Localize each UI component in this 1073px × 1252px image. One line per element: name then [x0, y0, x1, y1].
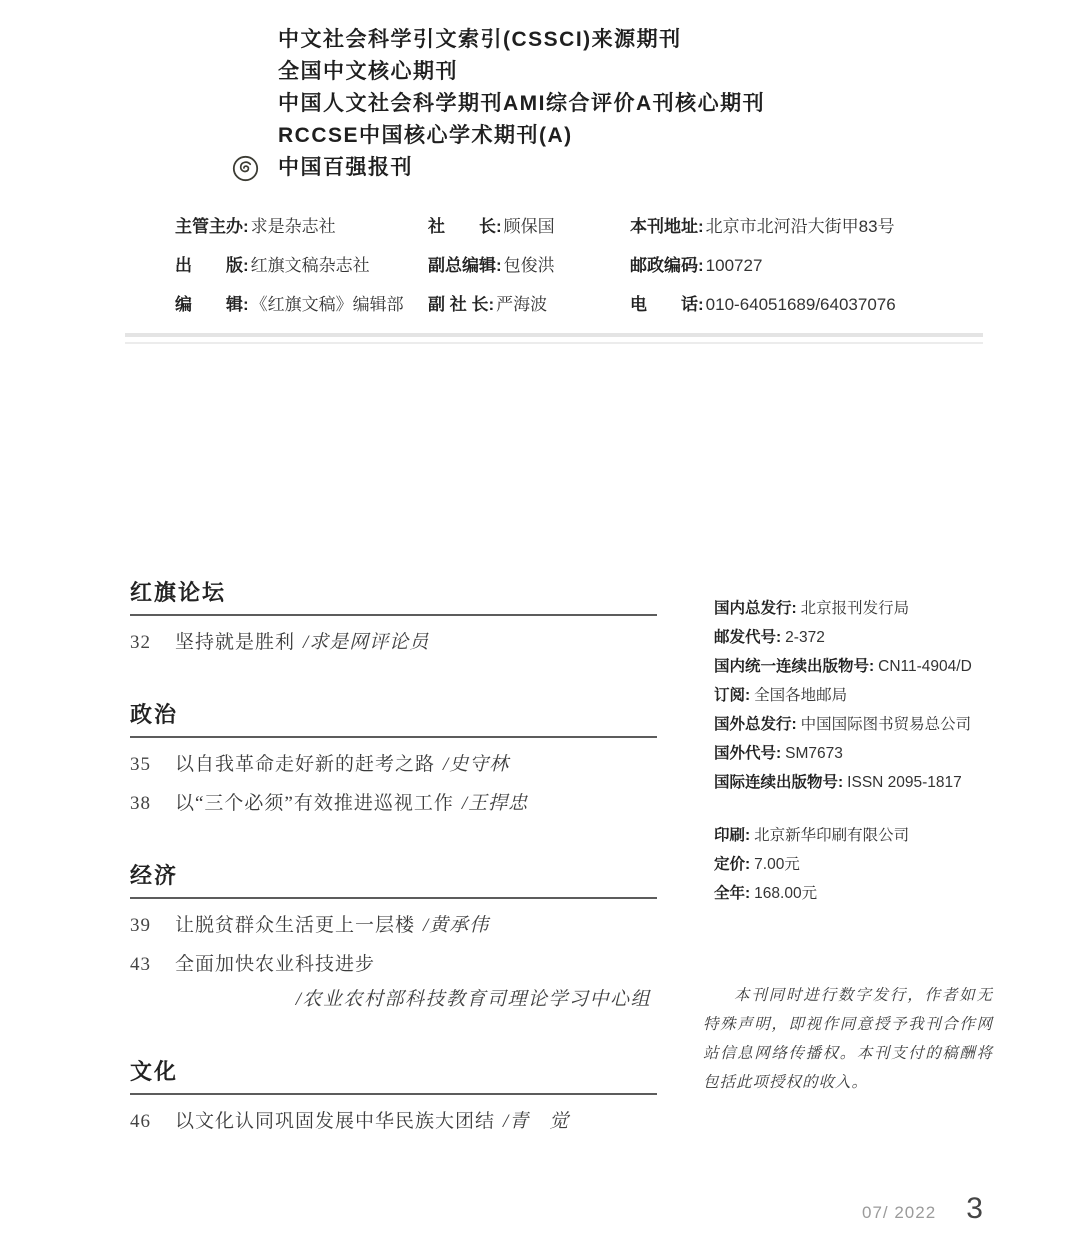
info-value: 2-372 [785, 629, 825, 646]
publication-info [714, 594, 992, 908]
info-line [714, 594, 992, 623]
toc-section-culture [130, 1055, 657, 1134]
page-footer [862, 1192, 983, 1226]
toc-item [130, 914, 657, 938]
toc-page-number: 32 [130, 632, 151, 653]
info-value: CN11-4904/D [878, 658, 972, 675]
masthead-field-editor [175, 290, 428, 315]
accolade-item: 中国人文社会科学期刊AMI综合评价A刊核心期刊 [278, 92, 766, 115]
info-value: 全国各地邮局 [754, 687, 848, 704]
info-line [714, 879, 992, 908]
distribution-info [714, 594, 992, 797]
toc-item [130, 753, 657, 777]
info-line [714, 768, 992, 797]
top100-press-logo-icon [232, 155, 259, 182]
toc-title: 以文化认同巩固发展中华民族大团结 [175, 1111, 496, 1132]
info-line [714, 821, 992, 850]
toc-page-number: 38 [130, 793, 151, 814]
digital-rights-notice: 本刊同时进行数字发行，作者如无特殊声明，即视作同意授予我刊合作网站信息网络传播权。本刊支付的稿酬将包括此项授权的收入。 [703, 987, 993, 1091]
issue-label: 07/ 2022 [862, 1203, 937, 1222]
info-value: 7.00元 [754, 856, 800, 873]
info-value: ISSN 2095-1817 [847, 774, 962, 791]
info-label: 定价: [714, 856, 751, 873]
toc-author: /求是网评论员 [303, 632, 430, 653]
printing-info [714, 821, 992, 908]
toc-item [130, 1110, 657, 1134]
info-value: 168.00元 [754, 885, 818, 902]
masthead [175, 212, 990, 315]
section-heading: 文化 [130, 1055, 657, 1095]
info-label: 国际连续出版物号: [714, 774, 844, 791]
info-label: 全年: [714, 885, 751, 902]
masthead-field-vice-president [428, 290, 630, 315]
masthead-label: 邮政编码: [630, 256, 704, 275]
masthead-field-address [630, 212, 990, 237]
info-line [714, 681, 992, 710]
info-value: 中国国际图书贸易总公司 [800, 716, 972, 733]
toc-title: 全面加快农业科技进步 [175, 954, 376, 975]
section-heading: 经济 [130, 859, 657, 899]
masthead-field-supervisor [175, 212, 428, 237]
info-label: 国内总发行: [714, 600, 797, 617]
masthead-label: 副总编辑: [428, 256, 502, 275]
info-label: 国内统一连续出版物号: [714, 658, 875, 675]
toc-title: 以“三个必须”有效推进巡视工作 [175, 793, 454, 814]
masthead-value: 包俊洪 [503, 256, 555, 275]
masthead-value: 100727 [705, 256, 763, 275]
accolade-item-label: 中国百强报刊 [278, 156, 413, 179]
toc-page-number: 43 [130, 954, 151, 975]
accolade-item: 中文社会科学引文索引(CSSCI)来源期刊 [278, 28, 682, 51]
info-value: 北京新华印刷有限公司 [754, 827, 910, 844]
accolade-item: RCCSE中国核心学术期刊(A) [278, 124, 573, 147]
masthead-value: 北京市北河沿大街甲83号 [705, 217, 895, 236]
info-label: 国外代号: [714, 745, 782, 762]
masthead-value: 严海波 [496, 295, 548, 314]
toc-section-economy [130, 859, 657, 1012]
info-line [714, 850, 992, 879]
toc-section-forum [130, 576, 657, 655]
masthead-value: 红旗文稿杂志社 [250, 256, 370, 275]
masthead-field-deputy-editor [428, 251, 630, 276]
section-heading: 政治 [130, 698, 657, 738]
toc-page-number: 39 [130, 915, 151, 936]
toc-item [130, 953, 657, 977]
toc-title: 让脱贫群众生活更上一层楼 [175, 915, 416, 936]
info-label: 国外总发行: [714, 716, 797, 733]
masthead-field-publisher [175, 251, 428, 276]
toc-title: 以自我革命走好新的赶考之路 [175, 754, 436, 775]
section-heading: 红旗论坛 [130, 576, 657, 616]
info-line [714, 652, 992, 681]
masthead-value: 求是杂志社 [250, 217, 336, 236]
table-of-contents [130, 576, 657, 1134]
masthead-label: 社 长: [428, 217, 502, 236]
masthead-label: 电 话: [630, 295, 704, 314]
masthead-field-phone [630, 290, 990, 315]
toc-page-number: 35 [130, 754, 151, 775]
toc-item [130, 631, 657, 655]
masthead-label: 出 版: [175, 256, 249, 275]
masthead-field-president [428, 212, 630, 237]
masthead-value: 顾保国 [503, 217, 555, 236]
info-value: 北京报刊发行局 [800, 600, 910, 617]
toc-title: 坚持就是胜利 [175, 632, 296, 653]
toc-item [130, 792, 657, 816]
toc-author: /农业农村部科技教育司理论学习中心组 [295, 989, 651, 1010]
accolade-item [278, 152, 765, 184]
folio-page-number: 3 [966, 1192, 983, 1225]
masthead-label: 编 辑: [175, 295, 249, 314]
accolade-list [278, 24, 765, 184]
toc-author: /黄承伟 [423, 915, 490, 936]
toc-author: /青 觉 [503, 1111, 570, 1132]
toc-page-number: 46 [130, 1111, 151, 1132]
info-line [714, 710, 992, 739]
info-label: 订阅: [714, 687, 751, 704]
info-label: 邮发代号: [714, 629, 782, 646]
masthead-label: 本刊地址: [630, 217, 704, 236]
masthead-label: 主管主办: [175, 217, 249, 236]
toc-author: /王捍忠 [461, 793, 529, 814]
section-divider [125, 333, 983, 344]
toc-section-politics [130, 698, 657, 816]
info-label: 印刷: [714, 827, 751, 844]
masthead-field-postcode [630, 251, 990, 276]
toc-author: /史守林 [443, 754, 510, 775]
info-value: SM7673 [785, 745, 843, 762]
info-line [714, 739, 992, 768]
accolade-item: 全国中文核心期刊 [278, 60, 458, 83]
masthead-value: 《红旗文稿》编辑部 [250, 295, 404, 314]
masthead-label: 副 社 长: [428, 295, 495, 314]
info-line [714, 623, 992, 652]
masthead-value: 010-64051689/64037076 [705, 295, 896, 314]
